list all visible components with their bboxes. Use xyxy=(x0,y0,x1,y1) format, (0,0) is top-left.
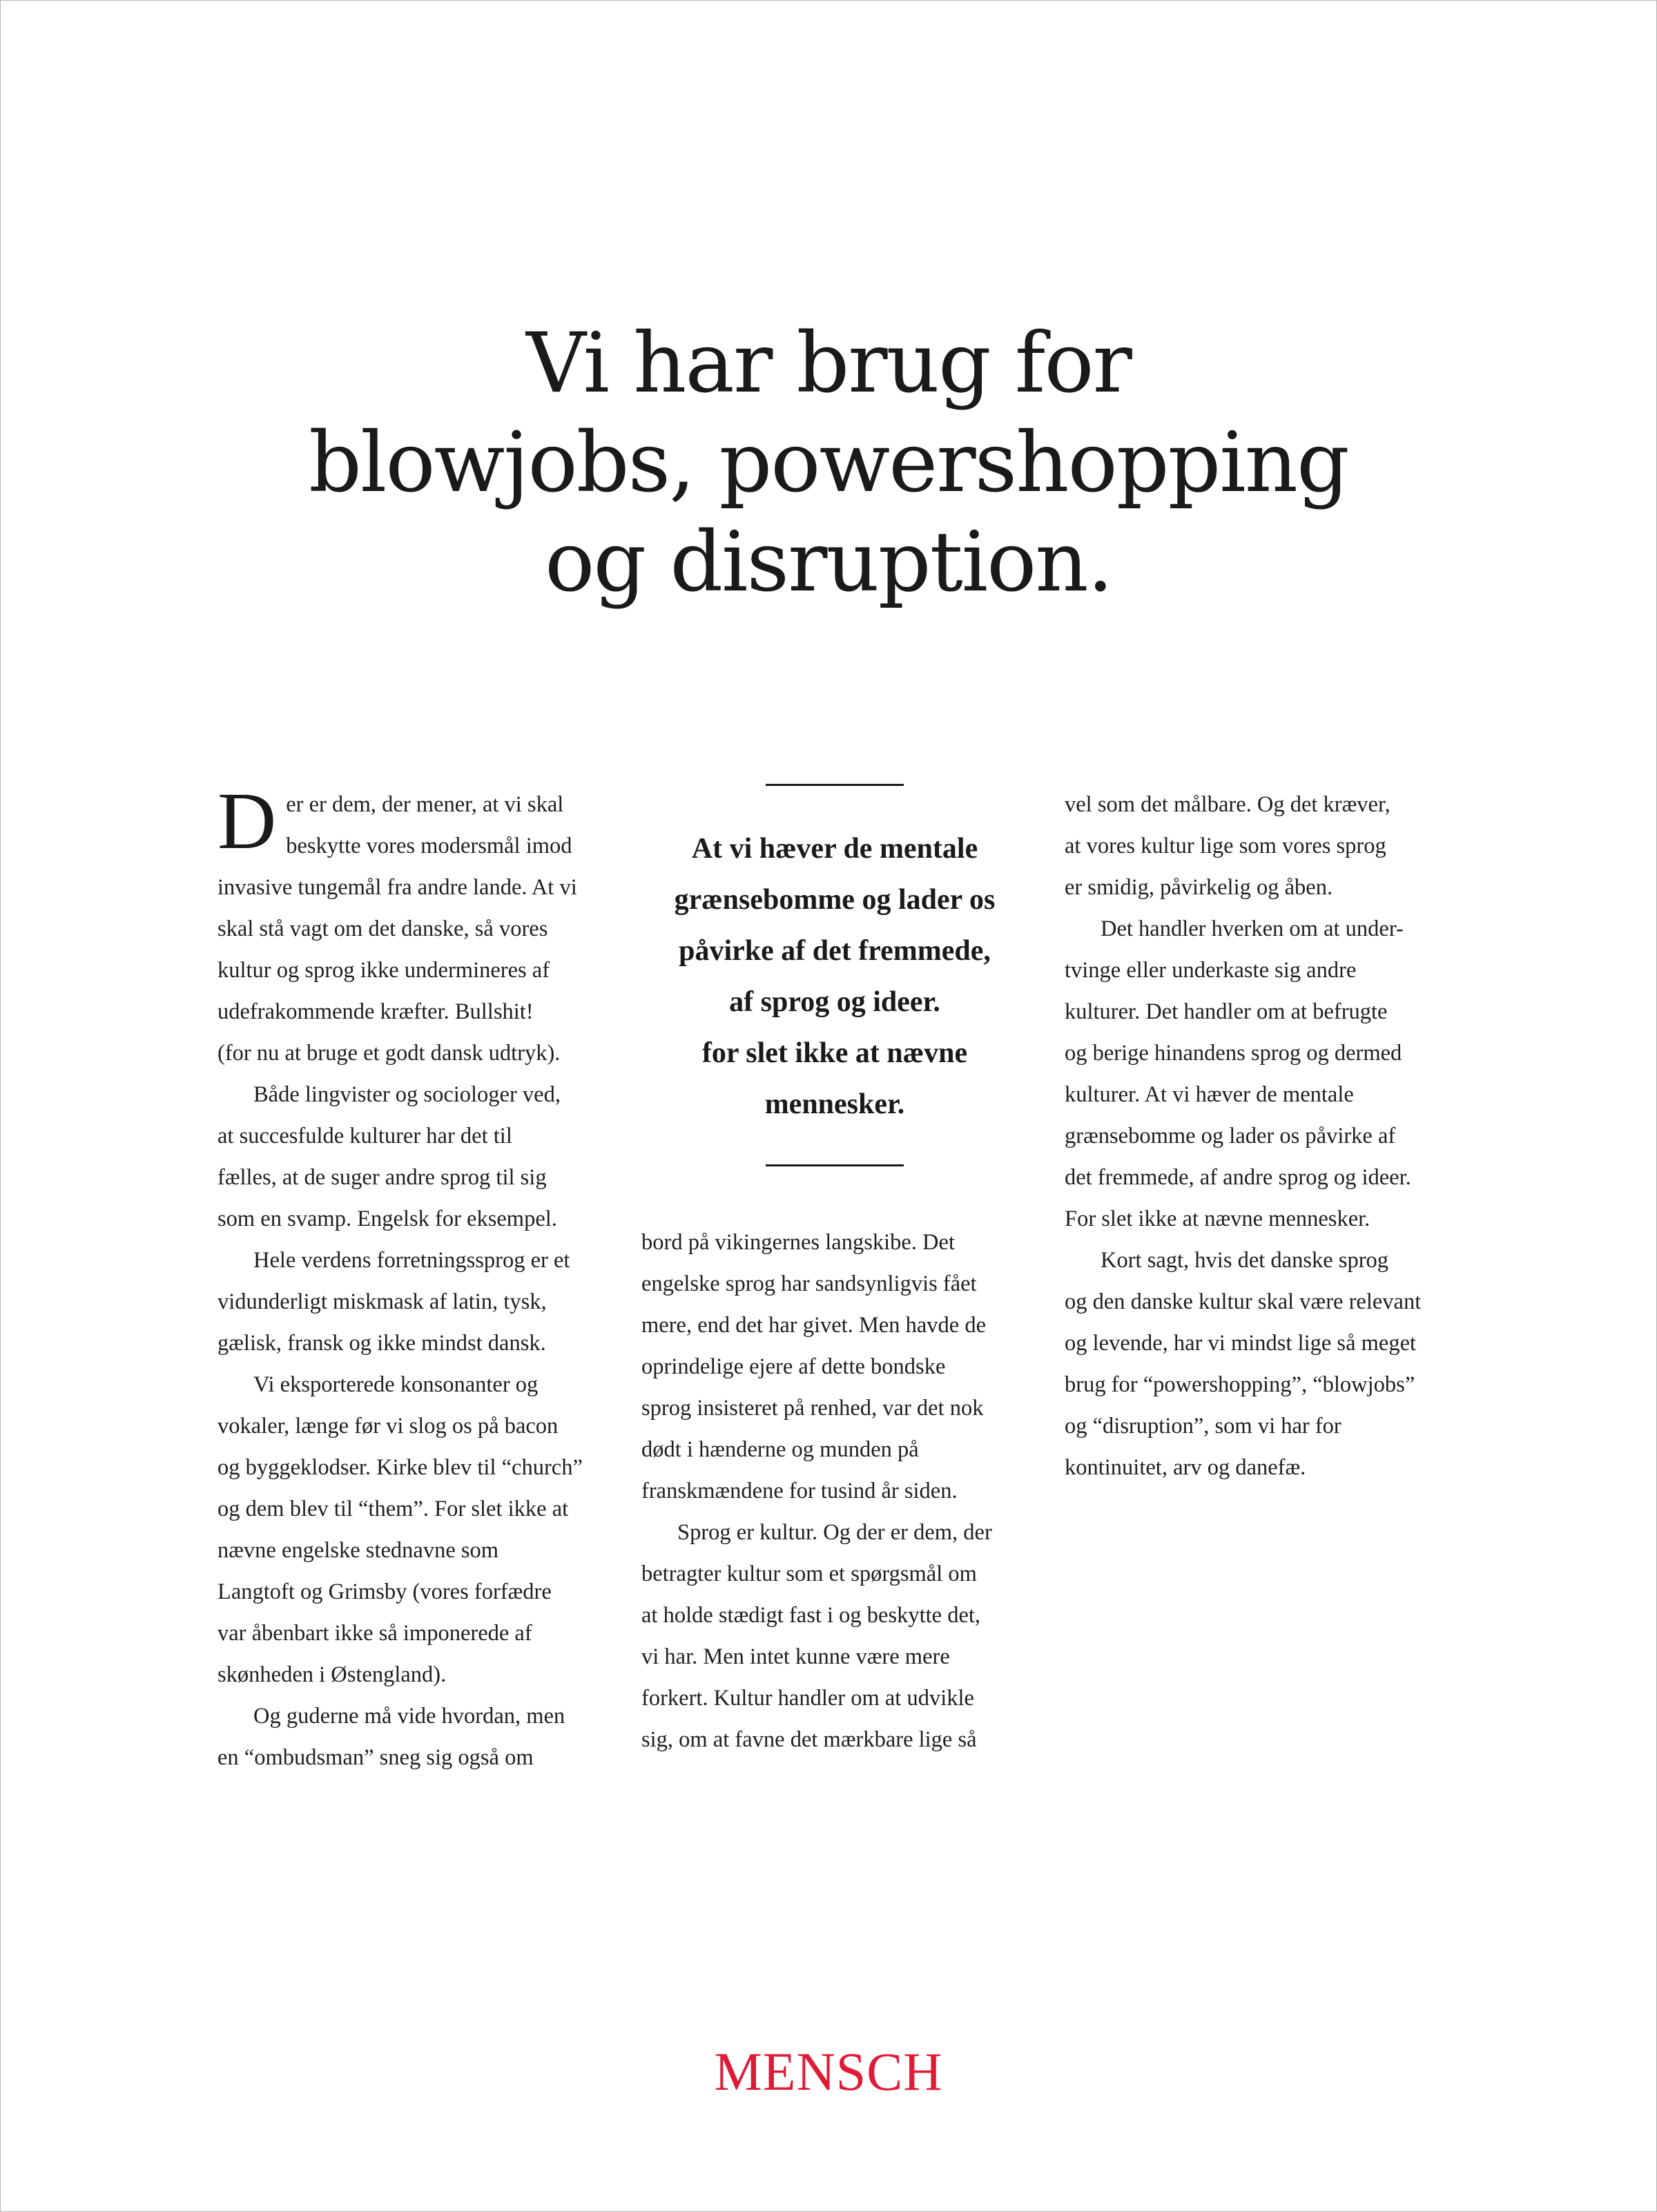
text-line: engelske sprog har sandsynligvis fået xyxy=(641,1271,977,1296)
pullquote-line: for slet ikke at nævne xyxy=(701,1037,968,1069)
headline-line: og disruption. xyxy=(545,514,1112,610)
text-line: dødt i hænderne og munden på xyxy=(641,1437,919,1462)
text-line: skønheden i Østengland). xyxy=(217,1662,447,1687)
column-2-body xyxy=(641,1222,1028,1760)
text-line: kulturer. Det handler om at befrugte xyxy=(1065,999,1388,1024)
pullquote-line: At vi hæver de mentale xyxy=(691,833,978,865)
text-line: er er dem, der mener, at vi skal xyxy=(286,792,564,817)
text-line: og levende, har vi mindst lige så meget xyxy=(1065,1331,1417,1356)
pullquote xyxy=(641,823,1028,1130)
text-line: kulturer. At vi hæver de mentale xyxy=(1065,1082,1354,1107)
text-line: forkert. Kultur handler om at udvikle xyxy=(641,1686,974,1711)
text-line: bord på vikingernes langskibe. Det xyxy=(641,1230,955,1255)
paragraph xyxy=(217,776,604,1074)
text-line: mere, end det har givet. Men havde de xyxy=(641,1313,987,1338)
text-line: er smidig, påvirkelig og åben. xyxy=(1065,875,1333,900)
text-line: Både lingvister og sociologer ved, xyxy=(253,1082,561,1107)
text-line: udefrakommende kræfter. Bullshit! xyxy=(217,999,534,1024)
pullquote-rule-top xyxy=(766,784,904,786)
text-line: sprog insisteret på renhed, var det nok xyxy=(641,1396,984,1421)
text-line: Og guderne må vide hvordan, men xyxy=(253,1704,565,1729)
text-line: og dem blev til “them”. For slet ikke at xyxy=(217,1497,569,1521)
text-line: at holde stædigt fast i og beskytte det, xyxy=(641,1603,981,1628)
text-line: beskytte vores modersmål imod xyxy=(286,834,572,858)
text-line: vel som det målbare. Og det kræver, xyxy=(1065,792,1390,817)
text-line: grænsebomme og lader os påvirke af xyxy=(1065,1124,1396,1148)
text-line: og berige hinandens sprog og dermed xyxy=(1065,1041,1402,1066)
paragraph xyxy=(1065,784,1451,908)
text-line: gælisk, fransk og ikke mindst dansk. xyxy=(217,1331,546,1356)
text-line: at vores kultur lige som vores sprog xyxy=(1065,834,1386,858)
text-line: at succesfulde kulturer har det til xyxy=(217,1124,512,1148)
paragraph xyxy=(217,1074,604,1240)
paragraph xyxy=(1065,1240,1451,1488)
paragraph xyxy=(641,1512,1028,1760)
text-line: skal stå vagt om det danske, så vores xyxy=(217,916,548,941)
text-line: det fremmede, af andre sprog og ideer. xyxy=(1065,1165,1411,1190)
body-column-2 xyxy=(641,784,1028,1760)
text-line: sig, om at favne det mærkbare lige så xyxy=(641,1727,977,1752)
headline-line: Vi har brug for xyxy=(526,316,1131,412)
text-line: Hele verdens forretningssprog er et xyxy=(253,1248,570,1273)
headline xyxy=(207,314,1450,613)
body-column-3 xyxy=(1065,784,1451,1488)
paragraph xyxy=(1065,908,1451,1240)
text-line: en “ombudsman” sneg sig også om xyxy=(217,1745,534,1770)
headline-line: blowjobs, powershopping xyxy=(309,415,1348,511)
text-line: fælles, at de suger andre sprog til sig xyxy=(217,1165,547,1190)
pullquote-line: af sprog og ideer. xyxy=(729,986,940,1018)
text-line: kultur og sprog ikke undermineres af xyxy=(217,958,550,983)
text-line: og byggeklodser. Kirke blev til “church” xyxy=(217,1455,583,1480)
paragraph xyxy=(641,1222,1028,1512)
pullquote-line: påvirke af det fremmede, xyxy=(679,935,991,967)
text-line: tvinge eller underkaste sig andre xyxy=(1065,958,1357,983)
text-line: kontinuitet, arv og danefæ. xyxy=(1065,1455,1306,1480)
text-line: invasive tungemål fra andre lande. At vi xyxy=(217,875,577,900)
text-line: og den danske kultur skal være relevant xyxy=(1065,1289,1422,1314)
text-line: og “disruption”, som vi har for xyxy=(1065,1414,1341,1439)
text-line: som en svamp. Engelsk for eksempel. xyxy=(217,1206,557,1231)
text-line: Kort sagt, hvis det danske sprog xyxy=(1101,1248,1389,1273)
text-line: nævne engelske stednavne som xyxy=(217,1538,499,1563)
text-line: franskmændene for tusind år siden. xyxy=(641,1479,958,1503)
body-column-1 xyxy=(217,776,604,1778)
text-line: var åbenbart ikke så imponerede af xyxy=(217,1621,532,1646)
text-line: betragter kultur som et spørgsmål om xyxy=(641,1561,977,1586)
text-line: vokaler, længe før vi slog os på bacon xyxy=(217,1414,559,1439)
pullquote-line: mennesker. xyxy=(764,1088,905,1120)
paragraph xyxy=(217,1240,604,1364)
mensch-logo: MENSCH xyxy=(714,2041,943,2102)
pullquote-line: grænsebomme og lader os xyxy=(674,884,996,916)
text-line: vi har. Men intet kunne være mere xyxy=(641,1644,950,1669)
text-line: oprindelige ejere af dette bondske xyxy=(641,1354,946,1379)
paragraph xyxy=(217,1695,604,1778)
text-line: For slet ikke at nævne mennesker. xyxy=(1065,1206,1370,1231)
text-line: Langtoft og Grimsby (vores forfædre xyxy=(217,1579,552,1604)
text-line: Sprog er kultur. Og der er dem, der xyxy=(677,1520,992,1545)
text-line: Vi eksporterede konsonanter og xyxy=(253,1372,539,1397)
text-line: brug for “powershopping”, “blowjobs” xyxy=(1065,1372,1415,1397)
text-line: (for nu at bruge et godt dansk udtryk). xyxy=(217,1041,561,1066)
text-line: Det handler hverken om at under- xyxy=(1101,916,1404,941)
text-line: vidunderligt miskmask af latin, tysk, xyxy=(217,1289,547,1314)
pullquote-rule-bottom xyxy=(766,1164,904,1166)
paragraph xyxy=(217,1364,604,1695)
drop-cap: D xyxy=(217,776,277,866)
